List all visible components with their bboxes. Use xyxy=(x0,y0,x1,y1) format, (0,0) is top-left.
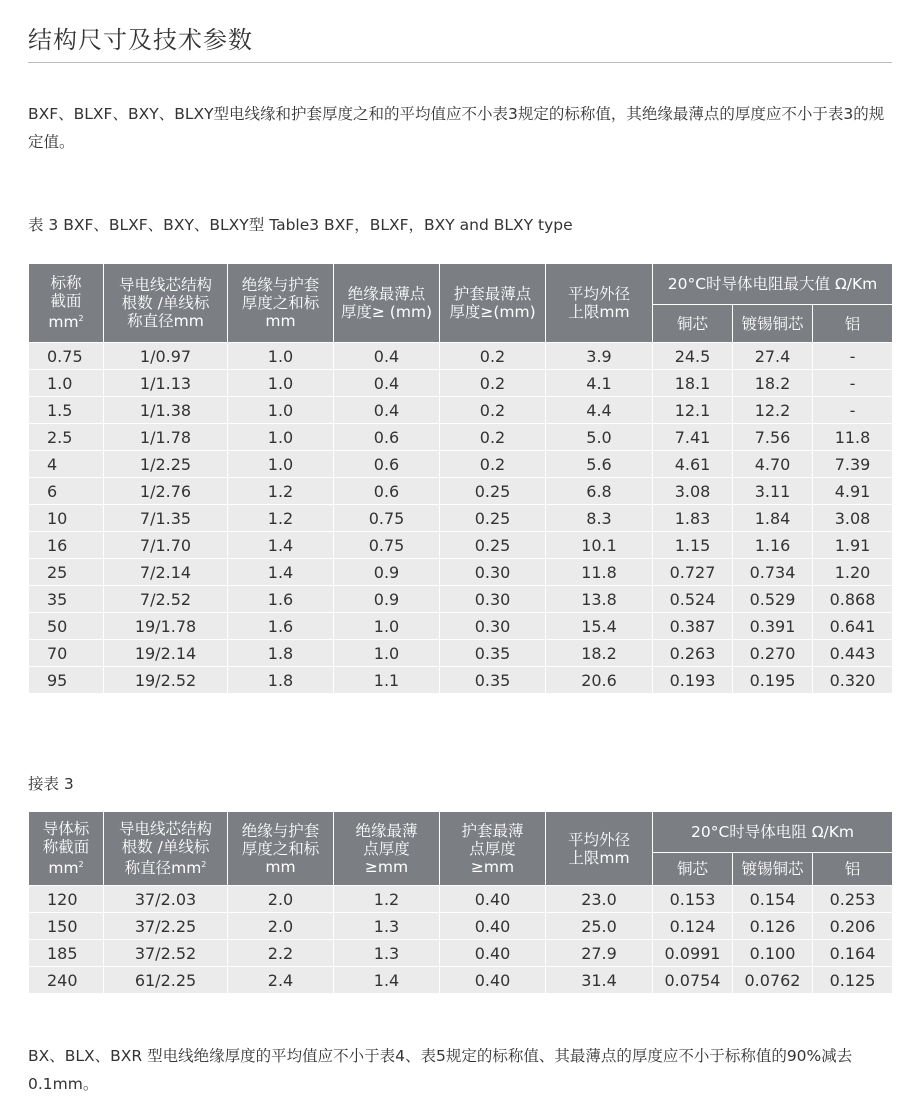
table-cell: 120 xyxy=(29,886,104,913)
table-cell: 3.08 xyxy=(653,478,733,505)
table-cell: 0.195 xyxy=(733,667,813,694)
table-cell: 31.4 xyxy=(546,967,653,994)
table-row xyxy=(29,478,893,505)
table-cell: 1.0 xyxy=(334,613,440,640)
t1-header-section: 标称 截面 $mm^2$ xyxy=(29,264,104,343)
table-cell: 0.9 xyxy=(334,559,440,586)
table2-body xyxy=(29,886,893,994)
table-cell: 11.8 xyxy=(813,424,893,451)
table-cell: 0.253 xyxy=(813,886,893,913)
table-cell: 10 xyxy=(29,505,104,532)
table-cell: 27.9 xyxy=(546,940,653,967)
table-cell: 7/1.35 xyxy=(104,505,228,532)
table-cell: 1/2.76 xyxy=(104,478,228,505)
table-row xyxy=(29,613,893,640)
table-cell: 0.524 xyxy=(653,586,733,613)
table-cell: 1.0 xyxy=(29,370,104,397)
table-cell: 13.8 xyxy=(546,586,653,613)
table-cell: 1/2.25 xyxy=(104,451,228,478)
table-cell: 0.40 xyxy=(440,967,546,994)
table-cell: 7.56 xyxy=(733,424,813,451)
table-cell: 0.2 xyxy=(440,424,546,451)
table-cell: 240 xyxy=(29,967,104,994)
table-cell: 1.0 xyxy=(228,370,334,397)
table-cell: 150 xyxy=(29,913,104,940)
table-cell: 0.25 xyxy=(440,505,546,532)
table-cell: 19/2.14 xyxy=(104,640,228,667)
table-cell: 0.124 xyxy=(653,913,733,940)
table-cell: 1.84 xyxy=(733,505,813,532)
table-cell: 1.4 xyxy=(228,559,334,586)
table-cell: 4.61 xyxy=(653,451,733,478)
table-cell: - xyxy=(813,397,893,424)
table-cell: 0.126 xyxy=(733,913,813,940)
table-cell: 0.2 xyxy=(440,343,546,370)
table-cell: 19/1.78 xyxy=(104,613,228,640)
table-cell: 18.2 xyxy=(546,640,653,667)
table-cell: 8.3 xyxy=(546,505,653,532)
table-cell: 0.6 xyxy=(334,478,440,505)
t1-header-aluminum: 铝 xyxy=(813,305,893,343)
table-cell: 12.1 xyxy=(653,397,733,424)
table-cell: 1.0 xyxy=(334,640,440,667)
table-cell: 0.164 xyxy=(813,940,893,967)
table-cell: 0.6 xyxy=(334,424,440,451)
table-cell: 0.4 xyxy=(334,370,440,397)
table-cell: 0.0762 xyxy=(733,967,813,994)
t2-header-sheath-min: 护套最薄 点厚度 ≥mm xyxy=(440,812,546,886)
table-cell: 50 xyxy=(29,613,104,640)
title-divider xyxy=(28,62,892,63)
table-cell: 5.6 xyxy=(546,451,653,478)
table-cell: 0.641 xyxy=(813,613,893,640)
table-cell: 0.193 xyxy=(653,667,733,694)
table-cell: 3.08 xyxy=(813,505,893,532)
table-cell: 1/0.97 xyxy=(104,343,228,370)
table-cell: 0.75 xyxy=(334,505,440,532)
table-row xyxy=(29,586,893,613)
t2-header-thickness-sum: 绝缘与护套 厚度之和标 mm xyxy=(228,812,334,886)
table-cell: 12.2 xyxy=(733,397,813,424)
table-cell: 0.25 xyxy=(440,478,546,505)
table-cell: 1.3 xyxy=(334,940,440,967)
table-cell: 0.35 xyxy=(440,667,546,694)
table-cell: 0.4 xyxy=(334,343,440,370)
table-cell: 0.30 xyxy=(440,559,546,586)
table-cell: 0.0754 xyxy=(653,967,733,994)
table-cell: 0.387 xyxy=(653,613,733,640)
table-cell: 2.4 xyxy=(228,967,334,994)
t2-header-copper: 铜芯 xyxy=(653,853,733,886)
table-cell: 0.40 xyxy=(440,913,546,940)
table2-caption: 接表 3 xyxy=(28,775,74,793)
table-cell: 0.2 xyxy=(440,451,546,478)
t2-header-aluminum: 铝 xyxy=(813,853,893,886)
table-cell: 1.0 xyxy=(228,451,334,478)
table-cell: 4 xyxy=(29,451,104,478)
table-row xyxy=(29,343,893,370)
table-cell: 24.5 xyxy=(653,343,733,370)
table-cell: 4.91 xyxy=(813,478,893,505)
table-cell: 2.5 xyxy=(29,424,104,451)
table-cell: 0.727 xyxy=(653,559,733,586)
table-cell: 1.4 xyxy=(228,532,334,559)
table-cell: 3.11 xyxy=(733,478,813,505)
table-cell: 70 xyxy=(29,640,104,667)
page-title: 结构尺寸及技术参数 xyxy=(28,26,253,54)
table-cell: 0.40 xyxy=(440,940,546,967)
table-cell: 16 xyxy=(29,532,104,559)
table-cell: 0.263 xyxy=(653,640,733,667)
table-row xyxy=(29,640,893,667)
table-cell: 7/1.70 xyxy=(104,532,228,559)
table-row xyxy=(29,559,893,586)
table-cell: 61/2.25 xyxy=(104,967,228,994)
table-cell: 4.70 xyxy=(733,451,813,478)
table-cell: 18.2 xyxy=(733,370,813,397)
table-cell: 10.1 xyxy=(546,532,653,559)
table-cell: 0.9 xyxy=(334,586,440,613)
table-cell: 23.0 xyxy=(546,886,653,913)
table-cell: 0.734 xyxy=(733,559,813,586)
table2 xyxy=(28,811,893,994)
table-cell: 0.391 xyxy=(733,613,813,640)
table-cell: 1.0 xyxy=(228,343,334,370)
table-row xyxy=(29,370,893,397)
table-cell: 7.39 xyxy=(813,451,893,478)
table-row xyxy=(29,397,893,424)
table-cell: 1.3 xyxy=(334,913,440,940)
table-row xyxy=(29,532,893,559)
table1-body xyxy=(29,343,893,694)
table-cell: 1/1.78 xyxy=(104,424,228,451)
table-row xyxy=(29,424,893,451)
table-row xyxy=(29,886,893,913)
table-cell: 95 xyxy=(29,667,104,694)
table-cell: - xyxy=(813,343,893,370)
table-cell: 19/2.52 xyxy=(104,667,228,694)
t2-header-resistance-group: 20°C时导体电阻 Ω/Km xyxy=(653,812,893,853)
table-cell: 1.5 xyxy=(29,397,104,424)
table-cell: 0.30 xyxy=(440,613,546,640)
t1-header-tinned-copper: 镀锡铜芯 xyxy=(733,305,813,343)
table-cell: 1.2 xyxy=(228,478,334,505)
table-cell: 0.153 xyxy=(653,886,733,913)
table-row xyxy=(29,667,893,694)
table-cell: 25 xyxy=(29,559,104,586)
t2-header-insulation-min: 绝缘最薄 点厚度 ≥mm xyxy=(334,812,440,886)
table-cell: - xyxy=(813,370,893,397)
table-cell: 20.6 xyxy=(546,667,653,694)
table-cell: 27.4 xyxy=(733,343,813,370)
table-cell: 1.15 xyxy=(653,532,733,559)
table-cell: 1.16 xyxy=(733,532,813,559)
table-cell: 2.2 xyxy=(228,940,334,967)
table-cell: 2.0 xyxy=(228,913,334,940)
table-cell: 35 xyxy=(29,586,104,613)
table-cell: 1.1 xyxy=(334,667,440,694)
table-cell: 1.2 xyxy=(334,886,440,913)
table-cell: 1.4 xyxy=(334,967,440,994)
table-cell: 0.868 xyxy=(813,586,893,613)
table-cell: 0.2 xyxy=(440,397,546,424)
table-cell: 7/2.14 xyxy=(104,559,228,586)
table-cell: 1.91 xyxy=(813,532,893,559)
table-row xyxy=(29,967,893,994)
table-cell: 0.30 xyxy=(440,586,546,613)
t1-header-copper: 铜芯 xyxy=(653,305,733,343)
table-cell: 0.75 xyxy=(334,532,440,559)
table-cell: 4.4 xyxy=(546,397,653,424)
table1 xyxy=(28,263,893,694)
table-cell: 0.4 xyxy=(334,397,440,424)
table1-caption: 表 3 BXF、BLXF、BXY、BLXY型 Table3 BXF，BLXF，BXY and BLXY type xyxy=(28,216,573,234)
table-cell: 37/2.25 xyxy=(104,913,228,940)
table-cell: 1.2 xyxy=(228,505,334,532)
t1-header-sheath-min: 护套最薄点 厚度≥(mm) xyxy=(440,264,546,343)
table-cell: 37/2.03 xyxy=(104,886,228,913)
table-cell: 37/2.52 xyxy=(104,940,228,967)
t2-header-structure: 导电线芯结构 根数 /单线标 称直径$mm^2$ xyxy=(104,812,228,886)
table-row xyxy=(29,451,893,478)
t1-header-outer-diameter: 平均外径 上限mm xyxy=(546,264,653,343)
table-cell: 2.0 xyxy=(228,886,334,913)
intro-paragraph: BXF、BLXF、BXY、BLXY型电线缘和护套厚度之和的平均值应不小表3规定的标称值，其绝缘最薄点的厚度应不小于表3的规定值。 xyxy=(28,105,885,151)
table-cell: 0.100 xyxy=(733,940,813,967)
table-cell: 1.83 xyxy=(653,505,733,532)
table-cell: 1.8 xyxy=(228,667,334,694)
t1-header-insulation-min: 绝缘最薄点 厚度≥ (mm) xyxy=(334,264,440,343)
table-cell: 15.4 xyxy=(546,613,653,640)
table-cell: 0.75 xyxy=(29,343,104,370)
t1-header-structure: 导电线芯结构 根数 /单线标 称直径mm xyxy=(104,264,228,343)
table-cell: 4.1 xyxy=(546,370,653,397)
t2-header-section: 导体标 称截面 $mm^2$ xyxy=(29,812,104,886)
table-cell: 1.6 xyxy=(228,586,334,613)
table-row xyxy=(29,940,893,967)
table-cell: 3.9 xyxy=(546,343,653,370)
table-cell: 1.0 xyxy=(228,424,334,451)
footer-paragraph: BX、BLX、BXR 型电线绝缘厚度的平均值应不小于表4、表5规定的标称值、其最薄点的厚度应不小于标称值的90%减去0.1mm。 xyxy=(28,1047,853,1093)
table-cell: 185 xyxy=(29,940,104,967)
table-cell: 18.1 xyxy=(653,370,733,397)
table-cell: 7/2.52 xyxy=(104,586,228,613)
table-cell: 1.0 xyxy=(228,397,334,424)
table-cell: 5.0 xyxy=(546,424,653,451)
table-cell: 7.41 xyxy=(653,424,733,451)
t2-header-outer-diameter: 平均外径 上限mm xyxy=(546,812,653,886)
t1-header-resistance-group: 20°C时导体电阻最大值 Ω/Km xyxy=(653,264,893,305)
table-cell: 0.2 xyxy=(440,370,546,397)
table-cell: 0.125 xyxy=(813,967,893,994)
t2-header-tinned-copper: 镀锡铜芯 xyxy=(733,853,813,886)
table-cell: 0.154 xyxy=(733,886,813,913)
table-cell: 6.8 xyxy=(546,478,653,505)
table-cell: 0.270 xyxy=(733,640,813,667)
table-cell: 0.0991 xyxy=(653,940,733,967)
table-cell: 0.443 xyxy=(813,640,893,667)
table-cell: 0.25 xyxy=(440,532,546,559)
table-cell: 11.8 xyxy=(546,559,653,586)
table-row xyxy=(29,505,893,532)
table-cell: 0.206 xyxy=(813,913,893,940)
table-cell: 1.20 xyxy=(813,559,893,586)
table-cell: 1.8 xyxy=(228,640,334,667)
table-cell: 1/1.38 xyxy=(104,397,228,424)
table-cell: 0.40 xyxy=(440,886,546,913)
table-cell: 0.35 xyxy=(440,640,546,667)
table-cell: 0.6 xyxy=(334,451,440,478)
t1-header-thickness-sum: 绝缘与护套 厚度之和标 mm xyxy=(228,264,334,343)
table-cell: 6 xyxy=(29,478,104,505)
table-cell: 1.6 xyxy=(228,613,334,640)
table-cell: 0.320 xyxy=(813,667,893,694)
table-cell: 25.0 xyxy=(546,913,653,940)
table-cell: 0.529 xyxy=(733,586,813,613)
table-row xyxy=(29,913,893,940)
table-cell: 1/1.13 xyxy=(104,370,228,397)
